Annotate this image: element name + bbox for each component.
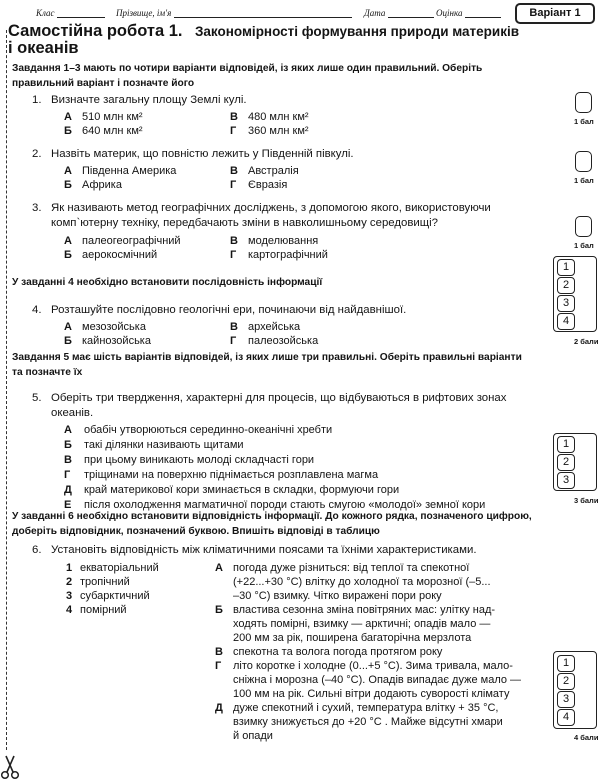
characteristic-letter: Г	[215, 660, 222, 672]
question-text-line: океанів.	[51, 407, 94, 419]
characteristic-a	[215, 561, 545, 603]
option-letter: Б	[64, 249, 72, 261]
statement-text: тріщинами на поверхню піднімається розплавлена магма	[84, 469, 379, 481]
sequence-box-3[interactable]: 3	[557, 295, 575, 312]
statement-text: після охолодження магматичної породи стають смугою «молодої» земної кори	[84, 499, 486, 511]
characteristic-text	[233, 645, 543, 659]
scissors-icon	[0, 754, 20, 780]
name-label: Прізвище, ім'я	[116, 8, 172, 18]
belt-number: 3	[66, 590, 73, 602]
question-4	[12, 303, 552, 319]
option-letter: Г	[230, 249, 237, 261]
question-text: Визначте загальну площу Землі кулі.	[51, 94, 247, 106]
question-text: Розташуйте послідовно геологічні ери, починаючи від найдавнішої.	[51, 304, 407, 316]
date-line	[388, 9, 434, 18]
option-v[interactable]	[230, 110, 309, 124]
option-letter: В	[230, 321, 238, 333]
characteristic-line: взимку знижується до +20 °С . Майже відсутні хмари	[233, 716, 503, 728]
statement-text: обабіч утворюються серединно-океанічні хребти	[84, 424, 333, 436]
option-a[interactable]	[64, 110, 143, 124]
grade-line	[465, 9, 501, 18]
question-text-line: Як називають метод географічних досліджень, з допомогою якого, використовуючи	[51, 202, 491, 214]
form-header	[36, 8, 506, 22]
characteristic-d	[215, 701, 545, 743]
characteristic-letter: В	[215, 646, 223, 658]
option-g[interactable]	[230, 124, 309, 138]
choice-box-2[interactable]: 2	[557, 454, 575, 471]
statement-text: край материкової кори зминається в складки, формуючи гори	[84, 484, 400, 496]
grade-field[interactable]	[436, 8, 501, 18]
question-text: Установіть відповідність між кліматичними поясами та їхніми характеристиками.	[51, 544, 477, 556]
score-q3: 1 бал	[574, 241, 594, 250]
instruction-line: Завдання 1–3 мають по чотири варіанти відповідей, із яких лише один правильний. Оберіть	[12, 63, 483, 74]
option-letter: В	[230, 235, 238, 247]
instruction-line: доберіть відповідник, позначений буквою. Впишіть відповіді в таблицю	[12, 526, 380, 537]
match-box-3[interactable]: 3	[557, 691, 575, 708]
sequence-box-1[interactable]: 1	[557, 259, 575, 276]
option-text: Африка	[82, 179, 122, 191]
option-letter: Б	[64, 335, 72, 347]
option-g[interactable]	[230, 334, 318, 348]
statement-a[interactable]	[64, 423, 332, 438]
question-text-line: Оберіть три твердження, характерні для процесів, що відбуваються в рифтових зонах	[51, 392, 507, 404]
question-3	[12, 201, 552, 233]
option-text: 480 млн км²	[248, 111, 309, 123]
statement-letter: В	[64, 454, 72, 466]
question-text: Назвіть материк, що повністю лежить у Південній півкулі.	[51, 148, 354, 160]
statement-text: при цьому виникають молоді складчасті гори	[84, 454, 315, 466]
question-text	[51, 201, 531, 231]
belt-name: помірний	[80, 604, 127, 616]
option-text: Австралія	[248, 165, 299, 177]
statement-letter: Г	[64, 469, 71, 481]
option-letter: А	[64, 165, 72, 177]
option-b[interactable]	[64, 248, 157, 262]
characteristic-line: дуже спекотний і сухий, температура влітку + 35 °С,	[233, 702, 499, 714]
characteristic-letter: Д	[215, 702, 223, 714]
choice-box-3[interactable]: 3	[557, 472, 575, 489]
option-b[interactable]	[64, 124, 143, 138]
characteristic-b	[215, 603, 545, 645]
class-label: Клас	[36, 8, 55, 18]
question-number: 5.	[32, 392, 42, 404]
characteristic-text	[233, 603, 543, 645]
option-text: мезозойська	[82, 321, 146, 333]
answer-box-q1[interactable]	[575, 92, 592, 113]
match-box-4[interactable]: 4	[557, 709, 575, 726]
characteristic-line: 100 мм на рік. Сильні вітри додають суворості клімату	[233, 688, 510, 700]
sequence-box-4[interactable]: 4	[557, 313, 575, 330]
answer-box-q2[interactable]	[575, 151, 592, 172]
name-field[interactable]	[116, 8, 352, 18]
question-2	[12, 147, 552, 163]
question-number: 3.	[32, 202, 42, 214]
option-text: палеогеографічний	[82, 235, 181, 247]
question-number: 6.	[32, 544, 42, 556]
statement-letter: А	[64, 424, 72, 436]
question-number: 1.	[32, 94, 42, 106]
characteristic-line: 200 мм за рік, поширена багаторічна мерзлота	[233, 632, 472, 644]
question-6	[12, 543, 552, 559]
option-text: картографічний	[248, 249, 328, 261]
statement-b[interactable]	[64, 438, 244, 453]
option-text: аерокосмічний	[82, 249, 158, 261]
option-g[interactable]	[230, 248, 328, 262]
option-letter: А	[64, 321, 72, 333]
characteristic-line: (+22...+30 °С) влітку до холодної та морозної (–5...	[233, 576, 491, 588]
characteristic-text	[233, 659, 543, 701]
option-v[interactable]	[230, 234, 318, 248]
option-letter: В	[230, 111, 238, 123]
option-v[interactable]	[230, 320, 300, 334]
date-field[interactable]	[364, 8, 434, 18]
option-letter: А	[64, 111, 72, 123]
class-line	[57, 9, 105, 18]
name-line	[174, 9, 352, 18]
characteristic-text	[233, 561, 543, 603]
characteristic-line: спекотна та волога погода протягом року	[233, 646, 443, 658]
instruction-line: та позначте їх	[12, 367, 83, 378]
belt-number: 4	[66, 604, 73, 616]
belt-3	[66, 589, 150, 603]
instruction-line: правильний варіант і позначте його	[12, 78, 195, 89]
question-number: 2.	[32, 148, 42, 160]
variant-badge: Варіант 1	[515, 3, 595, 24]
option-g[interactable]	[230, 178, 287, 192]
option-text: 510 млн км²	[82, 111, 143, 123]
statement-d[interactable]	[64, 483, 399, 498]
question-number: 4.	[32, 304, 42, 316]
instructions-5	[12, 350, 552, 380]
option-text: палеозойська	[248, 335, 319, 347]
topic-line1: Закономірності формування природи материків	[194, 24, 520, 39]
option-v[interactable]	[230, 164, 299, 178]
option-text: кайнозойська	[82, 335, 151, 347]
option-letter: Г	[230, 335, 237, 347]
question-1	[12, 93, 552, 109]
option-letter: Г	[230, 179, 237, 191]
option-text: моделювання	[248, 235, 319, 247]
characteristic-line: властива сезонна зміна повітряних мас: улітку над-	[233, 604, 496, 616]
choice-box-1[interactable]: 1	[557, 436, 575, 453]
topic-line2: і океанів	[8, 39, 79, 57]
option-a[interactable]	[64, 320, 146, 334]
characteristic-line: й опади	[233, 730, 273, 742]
characteristic-line: сніжна і морозна (–40 °С). Опадів випадає дуже мало —	[233, 674, 522, 686]
characteristic-v	[215, 645, 545, 659]
characteristic-line: літо коротке і холодне (0...+5 °С). Зима тривала, мало-	[233, 660, 513, 672]
sequence-box-2[interactable]: 2	[557, 277, 575, 294]
instructions-1-3	[12, 61, 552, 91]
belt-4	[66, 603, 127, 617]
class-field[interactable]	[36, 8, 105, 18]
option-a[interactable]	[64, 164, 176, 178]
statement-letter: Е	[64, 499, 72, 511]
characteristic-text	[233, 701, 543, 743]
option-text: 640 млн км²	[82, 125, 143, 137]
match-box-2[interactable]: 2	[557, 673, 575, 690]
option-letter: В	[230, 165, 238, 177]
statement-text: такі ділянки називають щитами	[84, 439, 244, 451]
statement-g[interactable]	[64, 468, 378, 483]
answer-box-q3[interactable]	[575, 216, 592, 237]
characteristic-letter: А	[215, 562, 223, 574]
instructions-4: У завданні 4 необхідно встановити послідовність інформації	[12, 277, 323, 288]
question-text-line: комп`ютерну техніку, передбачають зміни в навколишньому середовищі?	[51, 217, 439, 229]
instructions-6	[12, 509, 552, 539]
belt-name: тропічний	[80, 576, 130, 588]
belt-number: 2	[66, 576, 73, 588]
instruction-line: Завдання 5 має шість варіантів відповідей, із яких лише три правильні. Оберіть правильні варіанти	[12, 352, 522, 363]
option-text: Південна Америка	[82, 165, 177, 177]
score-q4: 2 бали	[574, 337, 599, 346]
option-a[interactable]	[64, 234, 181, 248]
statement-letter: Б	[64, 439, 72, 451]
option-letter: Б	[64, 179, 72, 191]
option-letter: Б	[64, 125, 72, 137]
instruction-line: У завданні 6 необхідно встановити відповідність інформації. До кожного рядка, позначеного цифрою,	[12, 511, 532, 522]
question-5	[12, 391, 552, 423]
statement-v[interactable]	[64, 453, 314, 468]
score-q2: 1 бал	[574, 176, 594, 185]
score-q1: 1 бал	[574, 117, 594, 126]
option-text: 360 млн км²	[248, 125, 309, 137]
cut-line	[6, 30, 7, 750]
belt-2	[66, 575, 130, 589]
option-letter: Г	[230, 125, 237, 137]
grade-label: Оцінка	[436, 8, 463, 18]
belt-1	[66, 561, 159, 575]
option-text: Євразія	[248, 179, 288, 191]
option-b[interactable]	[64, 178, 122, 192]
belt-number: 1	[66, 562, 73, 574]
characteristic-g	[215, 659, 545, 701]
characteristic-line: –30 °С) взимку. Чітко виражені пори року	[233, 590, 442, 602]
characteristic-line: погода дуже різниться: від теплої та спекотної	[233, 562, 470, 574]
match-box-1[interactable]: 1	[557, 655, 575, 672]
belt-name: екваторіальний	[80, 562, 159, 574]
score-q5: 3 бали	[574, 496, 599, 505]
page-title	[8, 23, 568, 56]
belt-name: субарктичний	[80, 590, 150, 602]
option-b[interactable]	[64, 334, 151, 348]
characteristic-letter: Б	[215, 604, 223, 616]
option-letter: А	[64, 235, 72, 247]
date-label: Дата	[364, 8, 386, 18]
work-title: Самостійна робота 1.	[8, 22, 183, 40]
score-q6: 4 бали	[574, 733, 599, 742]
characteristic-line: ходять помірні, взимку — арктичні; опадів мало —	[233, 618, 491, 630]
option-text: архейська	[248, 321, 301, 333]
question-text	[51, 391, 531, 421]
statement-letter: Д	[64, 484, 72, 496]
